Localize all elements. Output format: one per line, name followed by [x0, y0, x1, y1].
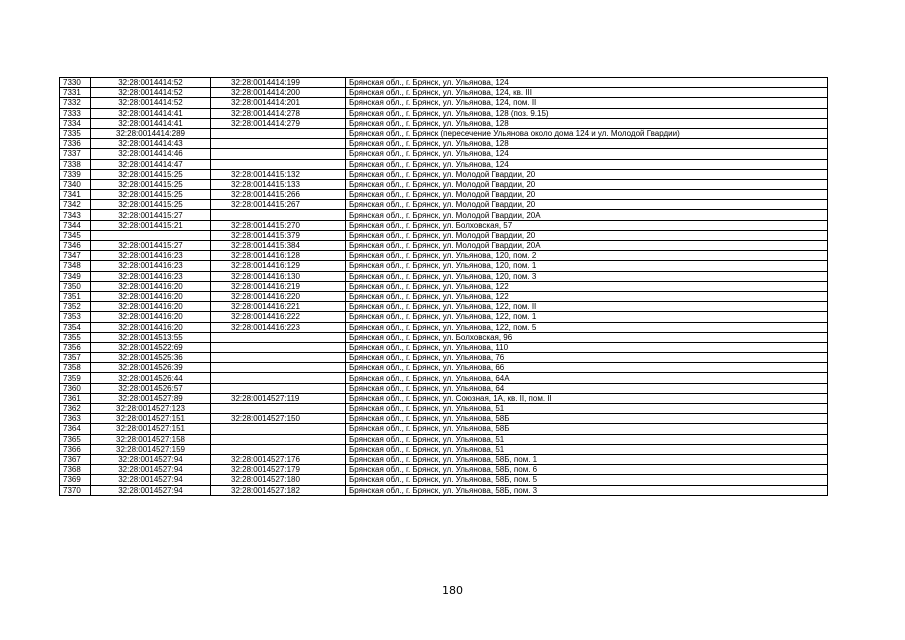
object-cadastral-number-cell: 32:28:0014416:223 [211, 322, 346, 332]
address-cell: Брянская обл., г. Брянск, ул. Ульянова, 51 [346, 434, 828, 444]
row-number-cell: 7350 [60, 281, 91, 291]
table-row [60, 98, 828, 108]
object-cadastral-number-cell: 32:28:0014415:132 [211, 169, 346, 179]
land-cadastral-number-cell: 32:28:0014415:25 [91, 169, 211, 179]
row-number-cell: 7358 [60, 363, 91, 373]
object-cadastral-number-cell [211, 424, 346, 434]
row-number-cell: 7344 [60, 220, 91, 230]
address-cell: Брянская обл., г. Брянск, ул. Ульянова, 110 [346, 342, 828, 352]
address-cell: Брянская обл., г. Брянск, ул. Молодой Гвардии, 20 [346, 200, 828, 210]
address-cell: Брянская обл., г. Брянск, ул. Ульянова, 64А [346, 373, 828, 383]
row-number-cell: 7330 [60, 78, 91, 88]
object-cadastral-number-cell: 32:28:0014414:199 [211, 78, 346, 88]
object-cadastral-number-cell: 32:28:0014415:384 [211, 241, 346, 251]
land-cadastral-number-cell: 32:28:0014416:23 [91, 251, 211, 261]
land-cadastral-number-cell: 32:28:0014415:27 [91, 241, 211, 251]
address-cell: Брянская обл., г. Брянск, ул. Ульянова, 122, пом. 1 [346, 312, 828, 322]
address-cell: Брянская обл., г. Брянск, ул. Молодой Гвардии, 20 [346, 230, 828, 240]
row-number-cell: 7351 [60, 291, 91, 301]
table-row [60, 251, 828, 261]
row-number-cell: 7348 [60, 261, 91, 271]
table-row [60, 261, 828, 271]
object-cadastral-number-cell [211, 128, 346, 138]
object-cadastral-number-cell: 32:28:0014527:182 [211, 485, 346, 495]
row-number-cell: 7334 [60, 118, 91, 128]
row-number-cell: 7368 [60, 465, 91, 475]
address-cell: Брянская обл., г. Брянск, ул. Ульянова, 128 [346, 139, 828, 149]
table-row [60, 169, 828, 179]
address-cell: Брянская обл., г. Брянск, ул. Ульянова, 128 (поз. 9.15) [346, 108, 828, 118]
land-cadastral-number-cell: 32:28:0014414:41 [91, 108, 211, 118]
address-cell: Брянская обл., г. Брянск, ул. Ульянова, 124 [346, 149, 828, 159]
object-cadastral-number-cell [211, 434, 346, 444]
land-cadastral-number-cell: 32:28:0014527:151 [91, 424, 211, 434]
row-number-cell: 7342 [60, 200, 91, 210]
land-cadastral-number-cell: 32:28:0014416:20 [91, 281, 211, 291]
table-row [60, 485, 828, 495]
table-row [60, 108, 828, 118]
address-cell: Брянская обл., г. Брянск, ул. Ульянова, 58Б [346, 414, 828, 424]
table-row [60, 88, 828, 98]
table-row [60, 363, 828, 373]
object-cadastral-number-cell [211, 159, 346, 169]
row-number-cell: 7360 [60, 383, 91, 393]
table-row [60, 118, 828, 128]
row-number-cell: 7345 [60, 230, 91, 240]
object-cadastral-number-cell: 32:28:0014527:176 [211, 454, 346, 464]
object-cadastral-number-cell: 32:28:0014415:270 [211, 220, 346, 230]
land-cadastral-number-cell: 32:28:0014414:41 [91, 118, 211, 128]
object-cadastral-number-cell: 32:28:0014527:180 [211, 475, 346, 485]
land-cadastral-number-cell: 32:28:0014416:20 [91, 302, 211, 312]
row-number-cell: 7336 [60, 139, 91, 149]
row-number-cell: 7361 [60, 393, 91, 403]
object-cadastral-number-cell [211, 444, 346, 454]
land-cadastral-number-cell: 32:28:0014527:94 [91, 454, 211, 464]
object-cadastral-number-cell: 32:28:0014414:200 [211, 88, 346, 98]
row-number-cell: 7366 [60, 444, 91, 454]
address-cell: Брянская обл., г. Брянск, ул. Ульянова, 124, пом. II [346, 98, 828, 108]
land-cadastral-number-cell: 32:28:0014416:23 [91, 271, 211, 281]
address-cell: Брянская обл., г. Брянск, ул. Ульянова, 120, пом. 1 [346, 261, 828, 271]
registry-table [59, 77, 828, 496]
row-number-cell: 7346 [60, 241, 91, 251]
land-cadastral-number-cell: 32:28:0014416:20 [91, 312, 211, 322]
object-cadastral-number-cell: 32:28:0014415:267 [211, 200, 346, 210]
address-cell: Брянская обл., г. Брянск, ул. Ульянова, 120, пом. 3 [346, 271, 828, 281]
table-row [60, 291, 828, 301]
row-number-cell: 7367 [60, 454, 91, 464]
land-cadastral-number-cell: 32:28:0014526:39 [91, 363, 211, 373]
table-row [60, 281, 828, 291]
table-row [60, 353, 828, 363]
land-cadastral-number-cell: 32:28:0014527:151 [91, 414, 211, 424]
table-row [60, 200, 828, 210]
table-row [60, 302, 828, 312]
address-cell: Брянская обл., г. Брянск, ул. Молодой Гвардии, 20А [346, 210, 828, 220]
address-cell: Брянская обл., г. Брянск, ул. Ульянова, 122 [346, 291, 828, 301]
row-number-cell: 7370 [60, 485, 91, 495]
row-number-cell: 7349 [60, 271, 91, 281]
row-number-cell: 7331 [60, 88, 91, 98]
object-cadastral-number-cell: 32:28:0014415:133 [211, 179, 346, 189]
address-cell: Брянская обл., г. Брянск, ул. Ульянова, 58Б, пом. 6 [346, 465, 828, 475]
row-number-cell: 7353 [60, 312, 91, 322]
object-cadastral-number-cell [211, 353, 346, 363]
table-row [60, 322, 828, 332]
table-row [60, 128, 828, 138]
page-number: 180 [442, 584, 463, 597]
table-row [60, 383, 828, 393]
row-number-cell: 7363 [60, 414, 91, 424]
table-row [60, 465, 828, 475]
table-row [60, 139, 828, 149]
object-cadastral-number-cell: 32:28:0014527:150 [211, 414, 346, 424]
land-cadastral-number-cell: 32:28:0014527:123 [91, 404, 211, 414]
land-cadastral-number-cell: 32:28:0014416:23 [91, 261, 211, 271]
land-cadastral-number-cell: 32:28:0014527:94 [91, 485, 211, 495]
object-cadastral-number-cell: 32:28:0014414:278 [211, 108, 346, 118]
object-cadastral-number-cell: 32:28:0014416:129 [211, 261, 346, 271]
address-cell: Брянская обл., г. Брянск, ул. Ульянова, 122, пом. II [346, 302, 828, 312]
table-row [60, 220, 828, 230]
land-cadastral-number-cell: 32:28:0014414:52 [91, 98, 211, 108]
table-row [60, 414, 828, 424]
address-cell: Брянская обл., г. Брянск, ул. Ульянова, 58Б [346, 424, 828, 434]
row-number-cell: 7340 [60, 179, 91, 189]
land-cadastral-number-cell: 32:28:0014526:57 [91, 383, 211, 393]
table-row [60, 373, 828, 383]
address-cell: Брянская обл., г. Брянск (пересечение Ульянова около дома 124 и ул. Молодой Гвардии) [346, 128, 828, 138]
object-cadastral-number-cell: 32:28:0014415:266 [211, 190, 346, 200]
table-row [60, 434, 828, 444]
table-row [60, 342, 828, 352]
address-cell: Брянская обл., г. Брянск, ул. Ульянова, 51 [346, 444, 828, 454]
address-cell: Брянская обл., г. Брянск, ул. Молодой Гвардии, 20 [346, 169, 828, 179]
land-cadastral-number-cell: 32:28:0014527:159 [91, 444, 211, 454]
object-cadastral-number-cell: 32:28:0014416:221 [211, 302, 346, 312]
table-row [60, 230, 828, 240]
address-cell: Брянская обл., г. Брянск, ул. Молодой Гвардии, 20А [346, 241, 828, 251]
table-row [60, 454, 828, 464]
object-cadastral-number-cell: 32:28:0014416:220 [211, 291, 346, 301]
address-cell: Брянская обл., г. Брянск, ул. Ульянова, 120, пом. 2 [346, 251, 828, 261]
object-cadastral-number-cell [211, 342, 346, 352]
object-cadastral-number-cell: 32:28:0014416:222 [211, 312, 346, 322]
land-cadastral-number-cell: 32:28:0014416:20 [91, 291, 211, 301]
land-cadastral-number-cell: 32:28:0014527:158 [91, 434, 211, 444]
land-cadastral-number-cell: 32:28:0014527:94 [91, 465, 211, 475]
table-row [60, 404, 828, 414]
land-cadastral-number-cell: 32:28:0014522:69 [91, 342, 211, 352]
row-number-cell: 7355 [60, 332, 91, 342]
row-number-cell: 7352 [60, 302, 91, 312]
address-cell: Брянская обл., г. Брянск, ул. Ульянова, 124 [346, 78, 828, 88]
address-cell: Брянская обл., г. Брянск, ул. Ульянова, 58Б, пом. 3 [346, 485, 828, 495]
table-row [60, 475, 828, 485]
address-cell: Брянская обл., г. Брянск, ул. Ульянова, 66 [346, 363, 828, 373]
object-cadastral-number-cell [211, 332, 346, 342]
object-cadastral-number-cell: 32:28:0014415:379 [211, 230, 346, 240]
address-cell: Брянская обл., г. Брянск, ул. Ульянова, 122 [346, 281, 828, 291]
row-number-cell: 7354 [60, 322, 91, 332]
table-row [60, 210, 828, 220]
land-cadastral-number-cell: 32:28:0014526:44 [91, 373, 211, 383]
address-cell: Брянская обл., г. Брянск, ул. Молодой Гвардии, 20 [346, 190, 828, 200]
object-cadastral-number-cell [211, 373, 346, 383]
land-cadastral-number-cell: 32:28:0014415:21 [91, 220, 211, 230]
address-cell: Брянская обл., г. Брянск, ул. Болховская, 57 [346, 220, 828, 230]
land-cadastral-number-cell: 32:28:0014415:25 [91, 190, 211, 200]
address-cell: Брянская обл., г. Брянск, ул. Ульянова, 51 [346, 404, 828, 414]
object-cadastral-number-cell: 32:28:0014416:219 [211, 281, 346, 291]
object-cadastral-number-cell: 32:28:0014527:119 [211, 393, 346, 403]
object-cadastral-number-cell: 32:28:0014527:179 [211, 465, 346, 475]
land-cadastral-number-cell: 32:28:0014414:47 [91, 159, 211, 169]
land-cadastral-number-cell: 32:28:0014415:25 [91, 179, 211, 189]
address-cell: Брянская обл., г. Брянск, ул. Болховская, 96 [346, 332, 828, 342]
row-number-cell: 7341 [60, 190, 91, 200]
row-number-cell: 7364 [60, 424, 91, 434]
table-row [60, 271, 828, 281]
object-cadastral-number-cell [211, 139, 346, 149]
land-cadastral-number-cell: 32:28:0014527:94 [91, 475, 211, 485]
table-row [60, 78, 828, 88]
table-row [60, 424, 828, 434]
land-cadastral-number-cell: 32:28:0014525:36 [91, 353, 211, 363]
table-row [60, 332, 828, 342]
address-cell: Брянская обл., г. Брянск, ул. Ульянова, 58Б, пом. 5 [346, 475, 828, 485]
row-number-cell: 7335 [60, 128, 91, 138]
address-cell: Брянская обл., г. Брянск, ул. Ульянова, 64 [346, 383, 828, 393]
object-cadastral-number-cell: 32:28:0014414:279 [211, 118, 346, 128]
object-cadastral-number-cell: 32:28:0014416:130 [211, 271, 346, 281]
land-cadastral-number-cell: 32:28:0014416:20 [91, 322, 211, 332]
table-row [60, 179, 828, 189]
address-cell: Брянская обл., г. Брянск, ул. Ульянова, 76 [346, 353, 828, 363]
row-number-cell: 7365 [60, 434, 91, 444]
address-cell: Брянская обл., г. Брянск, ул. Ульянова, 124 [346, 159, 828, 169]
row-number-cell: 7362 [60, 404, 91, 414]
address-cell: Брянская обл., г. Брянск, ул. Ульянова, 58Б, пом. 1 [346, 454, 828, 464]
land-cadastral-number-cell: 32:28:0014414:289 [91, 128, 211, 138]
registry-table-body [60, 78, 828, 496]
table-row [60, 190, 828, 200]
row-number-cell: 7337 [60, 149, 91, 159]
land-cadastral-number-cell: 32:28:0014527:89 [91, 393, 211, 403]
object-cadastral-number-cell [211, 363, 346, 373]
address-cell: Брянская обл., г. Брянск, ул. Союзная, 1А, кв. II, пом. II [346, 393, 828, 403]
address-cell: Брянская обл., г. Брянск, ул. Ульянова, 128 [346, 118, 828, 128]
land-cadastral-number-cell: 32:28:0014414:52 [91, 88, 211, 98]
object-cadastral-number-cell: 32:28:0014416:128 [211, 251, 346, 261]
row-number-cell: 7347 [60, 251, 91, 261]
row-number-cell: 7332 [60, 98, 91, 108]
object-cadastral-number-cell [211, 383, 346, 393]
object-cadastral-number-cell [211, 210, 346, 220]
address-cell: Брянская обл., г. Брянск, ул. Ульянова, 122, пом. 5 [346, 322, 828, 332]
row-number-cell: 7356 [60, 342, 91, 352]
table-row [60, 444, 828, 454]
row-number-cell: 7339 [60, 169, 91, 179]
land-cadastral-number-cell: 32:28:0014414:43 [91, 139, 211, 149]
table-row [60, 241, 828, 251]
row-number-cell: 7333 [60, 108, 91, 118]
table-row [60, 159, 828, 169]
row-number-cell: 7343 [60, 210, 91, 220]
land-cadastral-number-cell: 32:28:0014414:46 [91, 149, 211, 159]
address-cell: Брянская обл., г. Брянск, ул. Молодой Гвардии, 20 [346, 179, 828, 189]
table-row [60, 393, 828, 403]
table-row [60, 312, 828, 322]
table-row [60, 149, 828, 159]
land-cadastral-number-cell: 32:28:0014414:52 [91, 78, 211, 88]
row-number-cell: 7357 [60, 353, 91, 363]
row-number-cell: 7369 [60, 475, 91, 485]
object-cadastral-number-cell: 32:28:0014414:201 [211, 98, 346, 108]
land-cadastral-number-cell: 32:28:0014415:25 [91, 200, 211, 210]
land-cadastral-number-cell: 32:28:0014513:55 [91, 332, 211, 342]
row-number-cell: 7359 [60, 373, 91, 383]
land-cadastral-number-cell: 32:28:0014415:27 [91, 210, 211, 220]
object-cadastral-number-cell [211, 149, 346, 159]
land-cadastral-number-cell [91, 230, 211, 240]
object-cadastral-number-cell [211, 404, 346, 414]
address-cell: Брянская обл., г. Брянск, ул. Ульянова, 124, кв. III [346, 88, 828, 98]
row-number-cell: 7338 [60, 159, 91, 169]
